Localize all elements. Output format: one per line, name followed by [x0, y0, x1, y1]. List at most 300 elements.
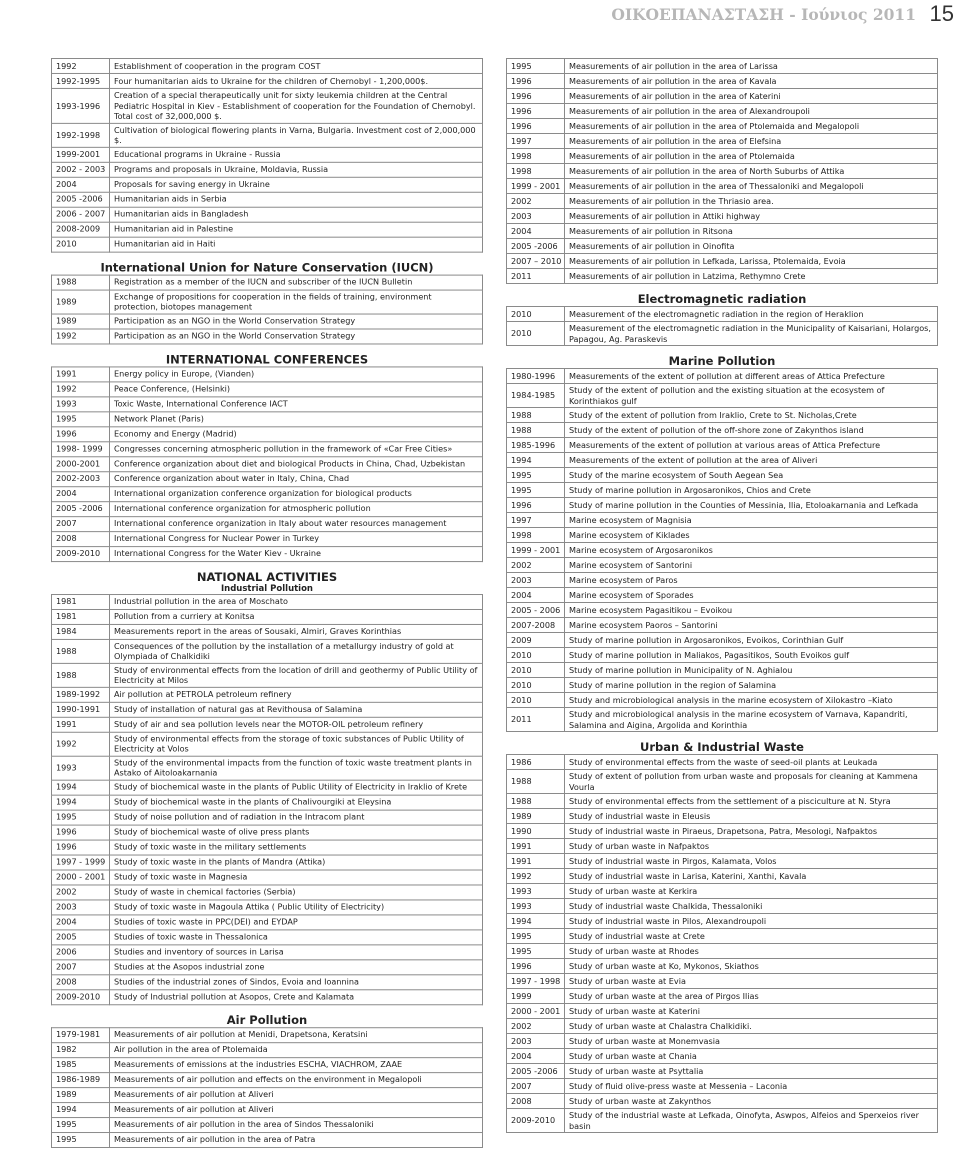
description-cell: Study of urban waste at Zakynthos: [565, 1094, 938, 1109]
description-cell: Marine ecosystem of Santorini: [565, 558, 938, 573]
year-cell: 1985-1996: [507, 438, 565, 453]
table-row: [507, 119, 938, 134]
year-cell: 1994: [52, 780, 110, 795]
year-cell: 1995: [52, 411, 110, 426]
year-cell: 1993: [52, 396, 110, 411]
description-cell: Study of environmental effects from the settlement of a pisciculture at N. Styra: [565, 794, 938, 809]
year-cell: 1992: [52, 732, 110, 756]
description-cell: Measurements of air pollution in Oinofita: [565, 239, 938, 254]
table-row: [507, 1079, 938, 1094]
year-cell: 1996: [52, 426, 110, 441]
year-cell: 2000-2001: [52, 456, 110, 471]
table-row: [507, 384, 938, 408]
description-cell: Study of noise pollution and of radiation in the Intracom plant: [110, 810, 483, 825]
description-cell: Measurements of air pollution at Aliveri: [110, 1087, 483, 1102]
description-cell: Study of urban waste at the area of Pirgos Ilias: [565, 989, 938, 1004]
description-cell: Conference organization about water in Italy, China, Chad: [110, 471, 483, 486]
year-cell: 1995: [507, 929, 565, 944]
year-cell: 1985: [52, 1057, 110, 1072]
table-row: [52, 275, 483, 290]
description-cell: Marine ecosystem Paoros – Santorini: [565, 618, 938, 633]
description-cell: Air pollution in the area of Ptolemaida: [110, 1042, 483, 1057]
table-row: [52, 471, 483, 486]
table-row: [52, 456, 483, 471]
year-cell: 2000 - 2001: [507, 1004, 565, 1019]
year-cell: 2007: [507, 1079, 565, 1094]
table-row: [507, 809, 938, 824]
year-cell: 1981: [52, 594, 110, 609]
table-row: [507, 854, 938, 869]
table-row: [507, 693, 938, 708]
year-cell: 2003: [507, 209, 565, 224]
table-row: [507, 59, 938, 74]
description-cell: Measurements of air pollution in the area of Thessaloniki and Megalopoli: [565, 179, 938, 194]
year-cell: 1989: [52, 290, 110, 314]
table-row: [507, 408, 938, 423]
year-cell: 1994: [507, 453, 565, 468]
table-row: [52, 687, 483, 702]
year-cell: 1992: [52, 58, 110, 73]
table-row: [507, 224, 938, 239]
year-cell: 1990: [507, 824, 565, 839]
description-cell: Measurements of the extent of pollution at various areas of Attica Prefecture: [565, 438, 938, 453]
table-row: [507, 74, 938, 89]
year-cell: 1988: [52, 663, 110, 687]
year-cell: 1980-1996: [507, 369, 565, 384]
description-cell: Programs and proposals in Ukraine, Moldavia, Russia: [110, 162, 483, 177]
section-title: Air Pollution: [226, 1012, 308, 1027]
activity-table: [506, 306, 938, 346]
year-cell: 2002-2003: [52, 471, 110, 486]
table-row: [52, 381, 483, 396]
magazine-title: ΟΙΚΟΕΠΑΝΑΣΤΑΣΗ - Ιούνιος 2011: [611, 5, 916, 24]
year-cell: 1996: [507, 89, 565, 104]
year-cell: 1992: [52, 381, 110, 396]
description-cell: Energy policy in Europe, (Vianden): [110, 366, 483, 381]
table-row: [507, 164, 938, 179]
year-cell: 1991: [52, 366, 110, 381]
year-cell: 2007: [52, 516, 110, 531]
year-cell: 2004: [52, 177, 110, 192]
table-row: [507, 498, 938, 513]
description-cell: Study of waste in chemical factories (Serbia): [110, 884, 483, 899]
table-row: [52, 546, 483, 561]
description-cell: Measurements of air pollution in the area of Alexandroupoli: [565, 104, 938, 119]
year-cell: 1981: [52, 609, 110, 624]
table-row: [507, 149, 938, 164]
year-cell: 2005 -2006: [52, 501, 110, 516]
year-cell: 1995: [52, 810, 110, 825]
table-row: [507, 89, 938, 104]
table-row: [52, 702, 483, 717]
year-cell: 1984: [52, 624, 110, 639]
activity-table: [51, 366, 483, 562]
table-row: [507, 1049, 938, 1064]
description-cell: Measurements of air pollution in the area of Sindos Thessaloniki: [110, 1117, 483, 1132]
table-row: [52, 237, 483, 252]
year-cell: 2000 - 2001: [52, 870, 110, 885]
description-cell: Study of the environmental impacts from the function of toxic waste treatment plants in Astako of Aitoloakarnania: [110, 756, 483, 780]
year-cell: 1995: [507, 944, 565, 959]
description-cell: Studies at the Asopos industrial zone: [110, 959, 483, 974]
year-cell: 2004: [52, 486, 110, 501]
year-cell: 1996: [507, 959, 565, 974]
description-cell: Four humanitarian aids to Ukraine for the children of Chernobyl - 1,200,000$.: [110, 73, 483, 88]
section-title: Electromagnetic radiation: [637, 292, 807, 306]
table-row: [507, 770, 938, 794]
table-row: [52, 1042, 483, 1057]
description-cell: Study of biochemical waste in the plants of Public Utility of Electricity in Iraklio of Krete: [110, 780, 483, 795]
description-cell: Study of industrial waste at Crete: [565, 929, 938, 944]
year-cell: 1991: [507, 854, 565, 869]
description-cell: Study of toxic waste in Magoula Attika ( Public Utility of Electricity): [110, 899, 483, 914]
table-row: [507, 678, 938, 693]
year-cell: 1992: [507, 869, 565, 884]
description-cell: Network Planet (Paris): [110, 411, 483, 426]
table-row: [52, 147, 483, 162]
description-cell: Participation as an NGO in the World Conservation Strategy: [110, 314, 483, 329]
table-row: [52, 825, 483, 840]
description-cell: Measurements of air pollution at Aliveri: [110, 1102, 483, 1117]
description-cell: Measurements of the extent of pollution at the area of Aliveri: [565, 453, 938, 468]
section-subtitle: Industrial Pollution: [220, 583, 313, 594]
year-cell: 2003: [507, 1034, 565, 1049]
table-row: [52, 366, 483, 381]
table-row: [507, 1019, 938, 1034]
table-row: [52, 780, 483, 795]
table-row: [507, 369, 938, 384]
description-cell: Study of environmental effects from the storage of toxic substances of Public Utility of Electricity at Volos: [110, 732, 483, 756]
table-row: [52, 899, 483, 914]
year-cell: 2010: [507, 648, 565, 663]
table-row: [507, 603, 938, 618]
year-cell: 2005 -2006: [52, 192, 110, 207]
table-row: [507, 1109, 938, 1133]
year-cell: 1991: [507, 839, 565, 854]
description-cell: Study of marine pollution in the Counties of Messinia, Ilia, Etoloakarnania and Lefkada: [565, 498, 938, 513]
table-row: [507, 239, 938, 254]
year-cell: 1997 - 1998: [507, 974, 565, 989]
table-row: [52, 624, 483, 639]
description-cell: Measurements of air pollution in Ritsona: [565, 224, 938, 239]
table-row: [507, 663, 938, 678]
year-cell: 1988: [52, 275, 110, 290]
year-cell: 2006 - 2007: [52, 207, 110, 222]
year-cell: 2004: [507, 224, 565, 239]
description-cell: Study of the industrial waste at Lefkada, Oinofyta, Aswpos, Alfeios and Sperxeios river basin: [565, 1109, 938, 1133]
description-cell: Study of industrial waste in Pilos, Alexandroupoli: [565, 914, 938, 929]
section-title: Urban & Industrial Waste: [640, 740, 804, 754]
year-cell: 1988: [507, 408, 565, 423]
description-cell: Measurements of air pollution in Latzima, Rethymno Crete: [565, 269, 938, 284]
table-row: [52, 959, 483, 974]
year-cell: 2004: [507, 588, 565, 603]
section-title: International Union for Nature Conservation (IUCN): [100, 260, 434, 275]
year-cell: 1995: [52, 1132, 110, 1147]
table-row: [507, 974, 938, 989]
description-cell: Study of toxic waste in Magnesia: [110, 870, 483, 885]
table-row: [507, 824, 938, 839]
description-cell: Measurements of air pollution at Menidi, Drapetsona, Keratsini: [110, 1027, 483, 1042]
year-cell: 2002 - 2003: [52, 162, 110, 177]
table-row: [507, 989, 938, 1004]
year-cell: 2008: [507, 1094, 565, 1109]
description-cell: Study of industrial waste in Piraeus, Drapetsona, Patra, Mesologi, Nafpaktos: [565, 824, 938, 839]
year-cell: 1992-1998: [52, 123, 110, 147]
description-cell: Measurement of the electromagnetic radiation in the Municipality of Kaisariani, Holargos, Papagou, Ag. Paraskevis: [565, 322, 938, 346]
description-cell: International conference organization for atmospheric pollution: [110, 501, 483, 516]
description-cell: Toxic Waste, International Conference IACT: [110, 396, 483, 411]
description-cell: Study of environmental effects from the location of drill and geothermy of Public Utility of Electricity at Milos: [110, 663, 483, 687]
year-cell: 1999-2001: [52, 147, 110, 162]
year-cell: 1979-1981: [52, 1027, 110, 1042]
year-cell: 1996: [52, 840, 110, 855]
right-column: [506, 58, 938, 1133]
description-cell: Study of toxic waste in the plants of Mandra (Attika): [110, 855, 483, 870]
description-cell: Study of industrial waste in Eleusis: [565, 809, 938, 824]
activity-table: [51, 58, 483, 252]
description-cell: Economy and Energy (Madrid): [110, 426, 483, 441]
description-cell: Measurements of air pollution in the area of Ptolemaida and Megalopoli: [565, 119, 938, 134]
year-cell: 2005 -2006: [507, 1064, 565, 1079]
description-cell: Study of marine pollution in Maliakos, Pagasitikos, South Evoikos gulf: [565, 648, 938, 663]
table-row: [52, 1102, 483, 1117]
year-cell: 1986-1989: [52, 1072, 110, 1087]
description-cell: Marine ecosystem of Argosaronikos: [565, 543, 938, 558]
table-row: [507, 438, 938, 453]
description-cell: Humanitarian aid in Palestine: [110, 222, 483, 237]
table-row: [507, 884, 938, 899]
description-cell: Registration as a member of the IUCN and subscriber of the IUCN Bulletin: [110, 275, 483, 290]
description-cell: Study of urban waste in Nafpaktos: [565, 839, 938, 854]
table-row: [52, 914, 483, 929]
table-row: [52, 1057, 483, 1072]
year-cell: 1997 - 1999: [52, 855, 110, 870]
year-cell: 1993: [52, 756, 110, 780]
table-row: [507, 179, 938, 194]
description-cell: Measurements of emissions at the industries ESCHA, VIACHROM, ZAAE: [110, 1057, 483, 1072]
table-row: [52, 840, 483, 855]
table-row: [507, 648, 938, 663]
table-row: [507, 708, 938, 732]
description-cell: Study of environmental effects from the waste of seed-oil plants at Leukada: [565, 755, 938, 770]
year-cell: 2010: [507, 663, 565, 678]
description-cell: Study of the extent of pollution and the existing situation at the ecosystem of Korinthiakos gulf: [565, 384, 938, 408]
description-cell: Study of urban waste at Rhodes: [565, 944, 938, 959]
year-cell: 2002: [52, 884, 110, 899]
table-row: [507, 944, 938, 959]
table-row: [507, 899, 938, 914]
table-row: [52, 222, 483, 237]
table-row: [507, 269, 938, 284]
description-cell: Studies of the industrial zones of Sindos, Evoia and Ioannina: [110, 974, 483, 989]
description-cell: Humanitarian aids in Bangladesh: [110, 207, 483, 222]
description-cell: Study of marine pollution in Argosaronikos, Evoikos, Corinthian Gulf: [565, 633, 938, 648]
year-cell: 1996: [507, 498, 565, 513]
year-cell: 1993: [507, 884, 565, 899]
year-cell: 2003: [507, 573, 565, 588]
description-cell: Measurements of air pollution in the area of Katerini: [565, 89, 938, 104]
table-row: [52, 501, 483, 516]
description-cell: Studies of toxic waste in PPC(DEI) and EYDAP: [110, 914, 483, 929]
year-cell: 2008: [52, 531, 110, 546]
section-title: NATIONAL ACTIVITIES: [196, 569, 338, 584]
year-cell: 1994: [507, 914, 565, 929]
table-row: [52, 639, 483, 663]
left-column: [51, 58, 483, 1148]
year-cell: 2010: [52, 237, 110, 252]
description-cell: International Congress for Nuclear Power in Turkey: [110, 531, 483, 546]
year-cell: 2011: [507, 708, 565, 732]
description-cell: Establishment of cooperation in the program COST: [110, 58, 483, 73]
table-row: [507, 513, 938, 528]
description-cell: Conference organization about diet and biological Products in China, Chad, Uzbekistan: [110, 456, 483, 471]
table-row: [507, 573, 938, 588]
table-row: [52, 123, 483, 147]
description-cell: Peace Conference, (Helsinki): [110, 381, 483, 396]
table-row: [507, 794, 938, 809]
description-cell: Study of marine pollution in Argosaronikos, Chios and Crete: [565, 483, 938, 498]
activity-table: [51, 274, 483, 344]
table-row: [52, 594, 483, 609]
table-row: [507, 134, 938, 149]
description-cell: Creation of a special therapeutically unit for sixty leukemia children at the Central Pediatric Hospital in Kiev - Establishment of cooperation for the Foundation of Chernobyl. Total cost of 32,000,000 $.: [110, 88, 483, 122]
activity-table: [506, 754, 938, 1133]
year-cell: 1991: [52, 717, 110, 732]
table-row: [52, 162, 483, 177]
year-cell: 1984-1985: [507, 384, 565, 408]
description-cell: Consequences of the pollution by the installation of a metallurgy industry of gold at Olympiada of Chalkidiki: [110, 639, 483, 663]
description-cell: Humanitarian aid in Haiti: [110, 237, 483, 252]
table-row: [507, 959, 938, 974]
year-cell: 1998: [507, 528, 565, 543]
table-row: [507, 254, 938, 269]
year-cell: 1998: [507, 149, 565, 164]
table-row: [507, 618, 938, 633]
year-cell: 2007: [52, 959, 110, 974]
description-cell: Measurements of air pollution in Lefkada, Larissa, Ptolemaida, Evoia: [565, 254, 938, 269]
year-cell: 1996: [507, 74, 565, 89]
table-row: [507, 869, 938, 884]
year-cell: 1998: [507, 164, 565, 179]
description-cell: Measurements of air pollution in the area of Larissa: [565, 59, 938, 74]
year-cell: 1993-1996: [52, 88, 110, 122]
description-cell: Study of air and sea pollution levels near the MOTOR-OIL petroleum refinery: [110, 717, 483, 732]
description-cell: Pollution from a curriery at Konitsa: [110, 609, 483, 624]
table-row: [52, 1117, 483, 1132]
table-row: [507, 423, 938, 438]
table-row: [507, 558, 938, 573]
description-cell: Proposals for saving energy in Ukraine: [110, 177, 483, 192]
year-cell: 2005 -2006: [507, 239, 565, 254]
description-cell: Cultivation of biological flowering plants in Varna, Bulgaria. Investment cost of 2,000,000 $.: [110, 123, 483, 147]
description-cell: Study of marine pollution in Municipality of N. Aghialou: [565, 663, 938, 678]
year-cell: 1989: [52, 314, 110, 329]
description-cell: Measurements of air pollution in Attiki highway: [565, 209, 938, 224]
table-row: [52, 426, 483, 441]
year-cell: 2002: [507, 558, 565, 573]
year-cell: 1995: [52, 1117, 110, 1132]
year-cell: 1993: [507, 899, 565, 914]
table-row: [52, 1132, 483, 1147]
description-cell: Study of urban waste at Evia: [565, 974, 938, 989]
year-cell: 1997: [507, 513, 565, 528]
table-row: [507, 104, 938, 119]
table-row: [52, 411, 483, 426]
description-cell: Study and microbiological analysis in the marine ecosystem of Varnava, Kapandriti, Salamina and Aigina, Argolida and Korinthia: [565, 708, 938, 732]
table-row: [52, 314, 483, 329]
table-row: [52, 1027, 483, 1042]
year-cell: 1998- 1999: [52, 441, 110, 456]
description-cell: Study of industrial waste in Larisa, Katerini, Xanthi, Kavala: [565, 869, 938, 884]
description-cell: Study of urban waste at Psyttalia: [565, 1064, 938, 1079]
year-cell: 2004: [507, 1049, 565, 1064]
description-cell: Measurements of air pollution and effects on the environment in Megalopoli: [110, 1072, 483, 1087]
table-row: [52, 732, 483, 756]
description-cell: Measurements of the extent of pollution at different areas of Attica Prefecture: [565, 369, 938, 384]
year-cell: 2005: [52, 929, 110, 944]
description-cell: Measurements of air pollution in the area of North Suburbs of Attika: [565, 164, 938, 179]
description-cell: Study of industrial waste Chalkida, Thessaloniki: [565, 899, 938, 914]
year-cell: 1999: [507, 989, 565, 1004]
table-row: [52, 73, 483, 88]
description-cell: Study of urban waste at Chania: [565, 1049, 938, 1064]
activity-table: [506, 368, 938, 732]
year-cell: 1986: [507, 755, 565, 770]
description-cell: Study of the extent of pollution of the off-shore zone of Zakynthos island: [565, 423, 938, 438]
table-row: [52, 290, 483, 314]
description-cell: Measurements of air pollution in the area of Patra: [110, 1132, 483, 1147]
table-row: [507, 307, 938, 322]
activity-table: [506, 58, 938, 284]
description-cell: Study of biochemical waste of olive press plants: [110, 825, 483, 840]
table-row: [52, 855, 483, 870]
year-cell: 1989: [507, 809, 565, 824]
table-row: [507, 914, 938, 929]
table-row: [52, 1072, 483, 1087]
table-row: [52, 207, 483, 222]
description-cell: Study of biochemical waste in the plants of Chalivourgiki at Eleysina: [110, 795, 483, 810]
year-cell: 1996: [507, 104, 565, 119]
year-cell: 1996: [507, 119, 565, 134]
year-cell: 1988: [507, 423, 565, 438]
year-cell: 1995: [507, 59, 565, 74]
year-cell: 2006: [52, 944, 110, 959]
description-cell: Measurements of air pollution in the area of Ptolemaida: [565, 149, 938, 164]
description-cell: Study of fluid olive-press waste at Messenia – Laconia: [565, 1079, 938, 1094]
year-cell: 2010: [507, 307, 565, 322]
year-cell: 1989: [52, 1087, 110, 1102]
table-row: [507, 468, 938, 483]
description-cell: Humanitarian aids in Serbia: [110, 192, 483, 207]
year-cell: 2009-2010: [52, 989, 110, 1004]
year-cell: 1994: [52, 1102, 110, 1117]
description-cell: Studies and inventory of sources in Larisa: [110, 944, 483, 959]
year-cell: 1990-1991: [52, 702, 110, 717]
description-cell: Study of the extent of pollution from Iraklio, Crete to St. Nicholas,Crete: [565, 408, 938, 423]
year-cell: 1988: [507, 770, 565, 794]
description-cell: Study of the marine ecosystem of South Aegean Sea: [565, 468, 938, 483]
table-row: [507, 543, 938, 558]
description-cell: Study of extent of pollution from urban waste and proposals for cleaning at Kammena Vourla: [565, 770, 938, 794]
table-row: [52, 192, 483, 207]
year-cell: 1988: [52, 639, 110, 663]
page-number: 15: [929, 1, 954, 26]
year-cell: 1995: [507, 468, 565, 483]
year-cell: 1996: [52, 825, 110, 840]
year-cell: 1982: [52, 1042, 110, 1057]
table-row: [52, 609, 483, 624]
